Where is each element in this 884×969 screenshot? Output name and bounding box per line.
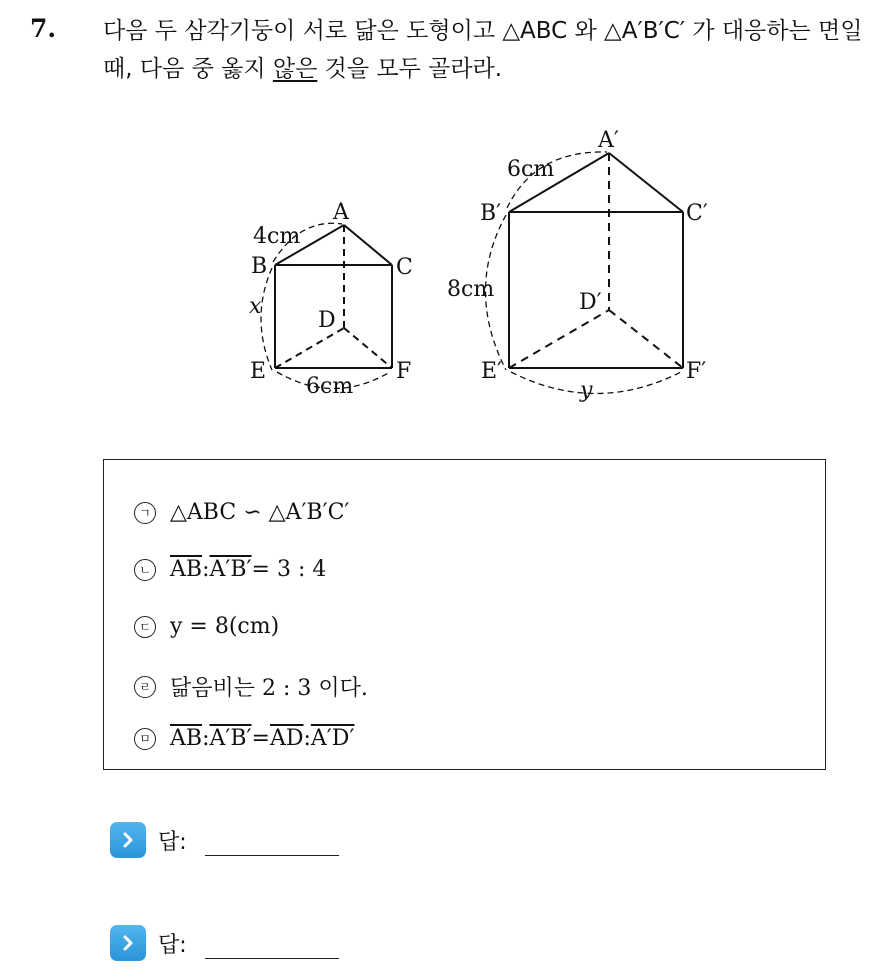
option-marker: ㄷ <box>134 616 156 638</box>
segment-a-prime-d-prime: A′D′ <box>310 726 355 751</box>
answer-label: 답: <box>158 829 187 855</box>
options-box <box>103 459 826 770</box>
option-4 <box>134 671 368 702</box>
label-large-E: E′ <box>481 359 503 384</box>
option-marker: ㄹ <box>134 676 156 698</box>
label-small-B: B <box>251 254 268 279</box>
question-number: 7. <box>30 14 57 43</box>
label-small-C: C <box>396 255 413 280</box>
label-large-F: F′ <box>686 359 707 384</box>
label-small-F: F <box>396 359 412 384</box>
segment-a-prime-b-prime: A′B′ <box>209 726 252 751</box>
option-marker: ㄱ <box>134 502 156 524</box>
answer-input[interactable] <box>205 825 339 856</box>
underlined-word: 않은 <box>272 56 318 82</box>
chevron-right-icon <box>110 925 146 961</box>
option-text: 닮음비는 2 : 3 이다. <box>170 676 368 701</box>
label-large-B: B′ <box>480 201 502 226</box>
segment-ab: $\overline{AB}$ <box>170 726 203 751</box>
label-small-E: E <box>250 359 267 384</box>
label-large-D: D′ <box>579 290 602 315</box>
answer-row-1 <box>110 822 339 858</box>
chevron-right-icon <box>110 822 146 858</box>
option-1 <box>134 500 349 525</box>
option-marker: ㄴ <box>134 559 156 581</box>
segment-ad: $\overline{AD}$ <box>269 726 304 751</box>
label-large-be: 8cm <box>447 277 495 302</box>
prism-figure <box>0 0 884 450</box>
segment-a-prime-b-prime: A′B′ <box>209 557 252 582</box>
label-small-x: x <box>249 294 262 319</box>
option-5: ㅁ $\overline{AB}$ : A′B′ = $\overline{AD}$ : A′D′ <box>134 726 354 751</box>
option-marker: ㅁ <box>134 728 156 750</box>
label-large-y: y <box>580 378 593 403</box>
label-small-ef: 6cm <box>306 374 354 399</box>
question-text: 다음 두 삼각기둥이 서로 닮은 도형이고 △ABC 와 △A′B′C′ 가 대응하는 면일 때, 다음 중 옳지 않은 것을 모두 골라라. <box>103 18 863 82</box>
label-large-A: A′ <box>598 128 619 153</box>
option-text: y = 8(cm) <box>170 614 280 639</box>
segment-ab: $\overline{AB}$ <box>170 557 203 582</box>
option-3 <box>134 614 279 639</box>
large-prism <box>486 152 684 394</box>
label-large-ab: 6cm <box>507 157 555 182</box>
label-large-C: C′ <box>686 201 708 226</box>
option-text: △ABC ∽ △A′B′C′ <box>170 500 350 525</box>
answer-label: 답: <box>158 932 187 958</box>
option-2: ㄴ $\overline{AB}$ : A′B′ = 3 : 4 <box>134 557 326 582</box>
label-small-ab: 4cm <box>253 224 301 249</box>
label-small-A: A <box>333 200 349 225</box>
answer-row-2 <box>110 925 339 961</box>
answer-input[interactable] <box>205 928 339 959</box>
label-small-D: D <box>318 308 336 333</box>
